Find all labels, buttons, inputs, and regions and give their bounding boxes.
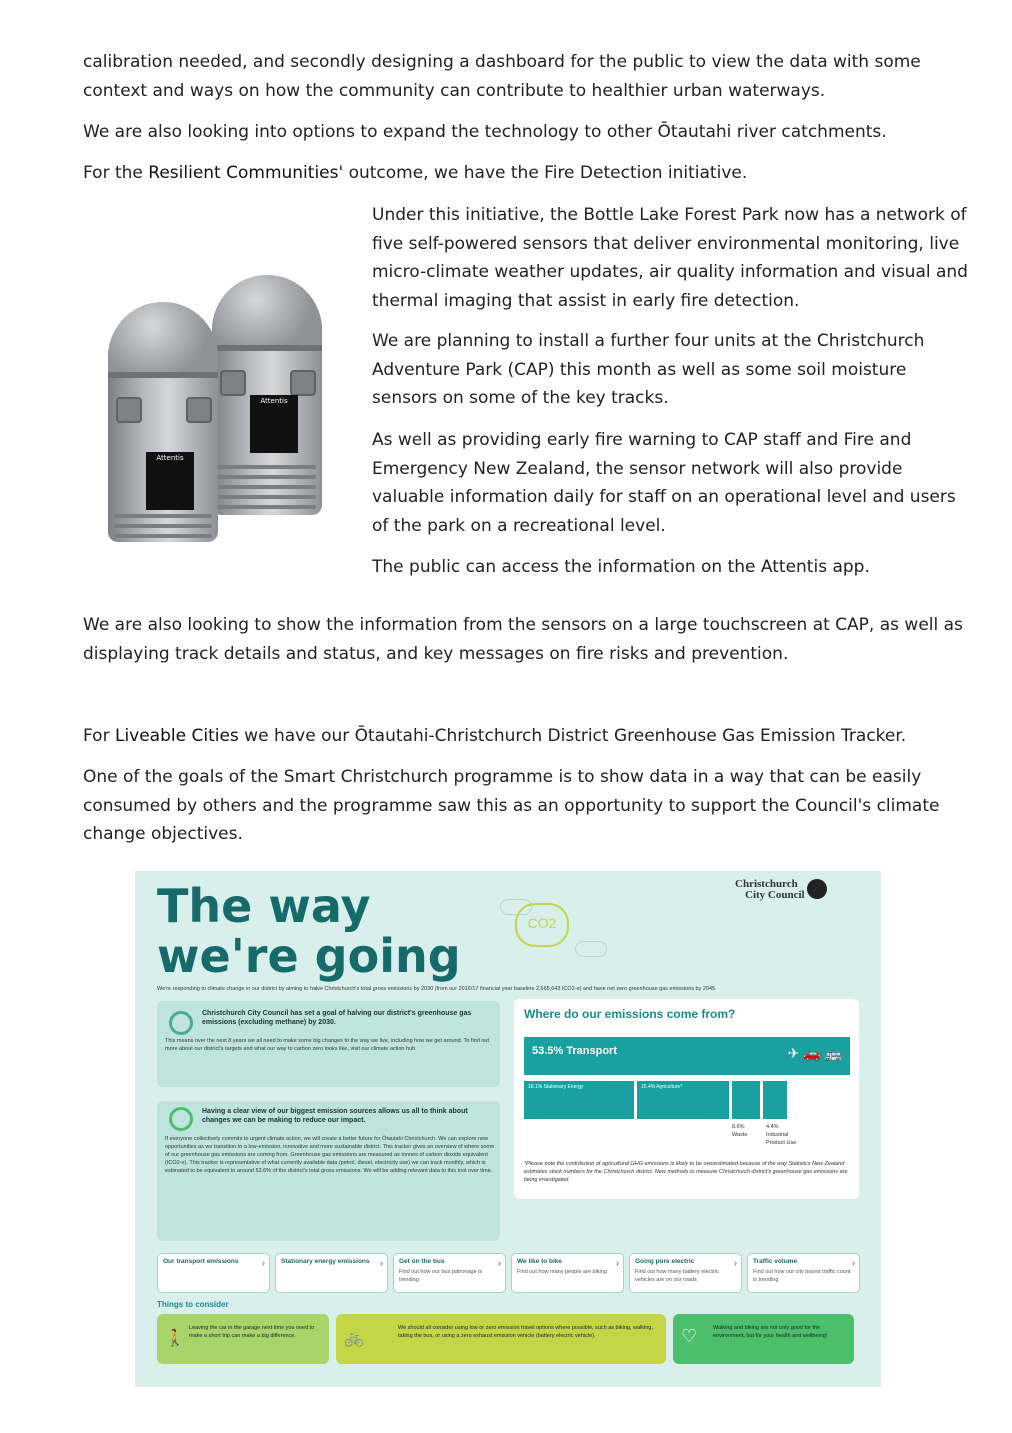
- waste-bar: [732, 1081, 760, 1119]
- button-traffic-volume[interactable]: Traffic volume Find out how our city bound traffic count is trending ›: [747, 1253, 860, 1293]
- paragraph-expand: We are also looking into options to expand the technology to other Ōtautahi river catchments.: [83, 122, 887, 142]
- chevron-right-icon: ›: [734, 1258, 737, 1268]
- co2-icon: CO2: [515, 903, 569, 947]
- attentis-label: Attentis: [250, 395, 298, 453]
- industrial-bar: [763, 1081, 787, 1119]
- chevron-right-icon: ›: [380, 1258, 383, 1268]
- button-stationary-energy[interactable]: Stationary energy emissions ›: [275, 1253, 388, 1293]
- chevron-right-icon: ›: [616, 1258, 619, 1268]
- things-to-consider: Things to consider: [157, 1300, 229, 1309]
- sensor-unit-front: [108, 302, 218, 542]
- link-liveable-cities[interactable]: Liveable Cities: [114, 726, 239, 746]
- chevron-right-icon: ›: [852, 1258, 855, 1268]
- transport-bar: 53.5% Transport ✈ 🚗 🚌: [524, 1037, 850, 1075]
- vehicles-icon: ✈ 🚗 🚌: [787, 1045, 842, 1061]
- button-transport-emissions[interactable]: Our transport emissions ›: [157, 1253, 270, 1293]
- paragraph-resilient: For the Resilient Communities' outcome, we have the Fire Detection initiative.: [83, 163, 748, 183]
- button-we-like-to-bike[interactable]: We like to bike Find out how many people are biking ›: [511, 1253, 624, 1293]
- heart-icon: ♡: [681, 1326, 698, 1346]
- target-icon: [169, 1011, 193, 1035]
- paragraph-bottle-lake: Under this initiative, the Bottle Lake Forest Park now has a network of five self-powered sensors that deliver environmental monitoring, live micro-climate weather updates, air quality information and visual and thermal imaging that assist in early fire detection.: [372, 205, 968, 311]
- ccc-logo: Christchurch City Council: [735, 879, 830, 901]
- bicycle-icon: 🚲: [344, 1330, 364, 1347]
- hand-plant-icon: [169, 1107, 193, 1131]
- walking-icon: 🚶: [165, 1330, 185, 1347]
- link-resilient-communities[interactable]: Resilient Communities: [148, 163, 339, 183]
- button-get-on-the-bus[interactable]: Get on the bus Find out how our bus patronage is trending ›: [393, 1253, 506, 1293]
- tip-health: ♡ Walking and biking are not only good for the environment, but for your health and wellbeing!: [673, 1314, 854, 1364]
- tip-car: 🚶 Leaving the car in the garage next time you need to make a short trip can make a big difference.: [157, 1314, 329, 1364]
- goal-box: Christchurch City Council has set a goal of halving our district's greenhouse gas emissions (excluding methane) by 2030. This means over the next 8 years we all need to make some big changes to the way we live, including how we get around. To find out more about our district's targets and what our way to carbon zero looks like, visit our climate action hub: [157, 1001, 500, 1087]
- intro-text: We're responding to climate change in our district by aiming to halve Christchurch's total gross emissions by 2030 (from our 2016/17 financial year baseline 2,665,643 tCO2-e) and have net zero greenhouse gas emissions by 2045.: [157, 986, 717, 992]
- paragraph-liveable: For Liveable Cities we have our Ōtautahi-Christchurch District Greenhouse Gas Emission Tracker.: [83, 726, 907, 746]
- chevron-right-icon: ›: [262, 1258, 265, 1268]
- infographic-title: The way we're going: [157, 879, 461, 983]
- paragraph-attentis-app: The public can access the information on the Attentis app.: [372, 557, 870, 577]
- emissions-infographic: [135, 871, 881, 1387]
- paragraph-waterways: calibration needed, and secondly designing a dashboard for the public to view the data with some context and ways on how the community can contribute to healthier urban waterways.: [83, 52, 921, 101]
- paragraph-early-warning: As well as providing early fire warning to CAP staff and Fire and Emergency New Zealand, the sensor network will also provide valuable information daily for staff on an operational level and users of the park on a recreational level.: [372, 430, 956, 536]
- sensor-unit-back: [212, 275, 322, 515]
- emissions-panel: Where do our emissions come from? 53.5% Transport ✈ 🚗 🚌 18.1% Stationary Energy 15.4% Agriculture* 8.6% Waste 4.4% Industrial Product Use *Please note the contribution of agricultural GHG emissions is likely to be overestimated because of the way Statistics New Zealand estimates stock numbers for the Christchurch district. New methods to measure Christchurch district's greenhouse gas emissions are being investigated.: [514, 999, 859, 1199]
- button-going-pure-electric[interactable]: Going pure electric Find out how many battery electric vehicles are on our roads ›: [629, 1253, 742, 1293]
- paragraph-cap-install: We are planning to install a further four units at the Christchurch Adventure Park (CAP) this month as well as some soil moisture sensors on some of the key tracks.: [372, 331, 925, 408]
- stationary-bar: 18.1% Stationary Energy: [524, 1081, 634, 1119]
- tip-travel: 🚲 We should all consider using low or zero emission travel options where possible, such as biking, walking, taking the bus, or using a zero exhaust emission vehicle (battery electric vehicle).: [336, 1314, 666, 1364]
- agriculture-bar: 15.4% Agriculture*: [637, 1081, 729, 1119]
- paragraph-smart-christchurch: One of the goals of the Smart Christchurch programme is to show data in a way that can be easily consumed by others and the programme saw this as an opportunity to support the Council's climate change objectives.: [83, 767, 940, 844]
- sensor-image: [100, 270, 340, 550]
- chevron-right-icon: ›: [498, 1258, 501, 1268]
- paragraph-touchscreen: We are also looking to show the information from the sensors on a large touchscreen at CAP, as well as displaying track details and status, and key messages on fire risks and prevention.: [83, 615, 963, 664]
- agri-note: *Please note the contribution of agricultural GHG emissions is likely to be overestimated because of the way Statistics New Zealand estimates stock numbers for the Christchurch district. New methods to measure Christchurch district's greenhouse gas emissions are being investigated.: [524, 1161, 848, 1183]
- attentis-label: Attentis: [146, 452, 194, 510]
- view-box: Having a clear view of our biggest emission sources allows us all to think about changes we can be making to reduce our impact. If everyone collectively commits to urgent climate action, we will create a better future for Ōtautahi Christchurch. We can explore new opportunities as we transition to a low-emission, innovative and more sustainable district. This tracker gives an overview of where some of our greenhouse gas emissions are coming from. Greenhouse gas emissions are measured as tonnes of carbon dioxide equivalent (tCO2-e). This tracker is representative of what currently available data (petrol, diesel, electricity use) we can track monthly, which is estimated to be equivalent to around 52.6% of the district's total gross emissions. We will be adding relevant data to this tool over time.: [157, 1101, 500, 1241]
